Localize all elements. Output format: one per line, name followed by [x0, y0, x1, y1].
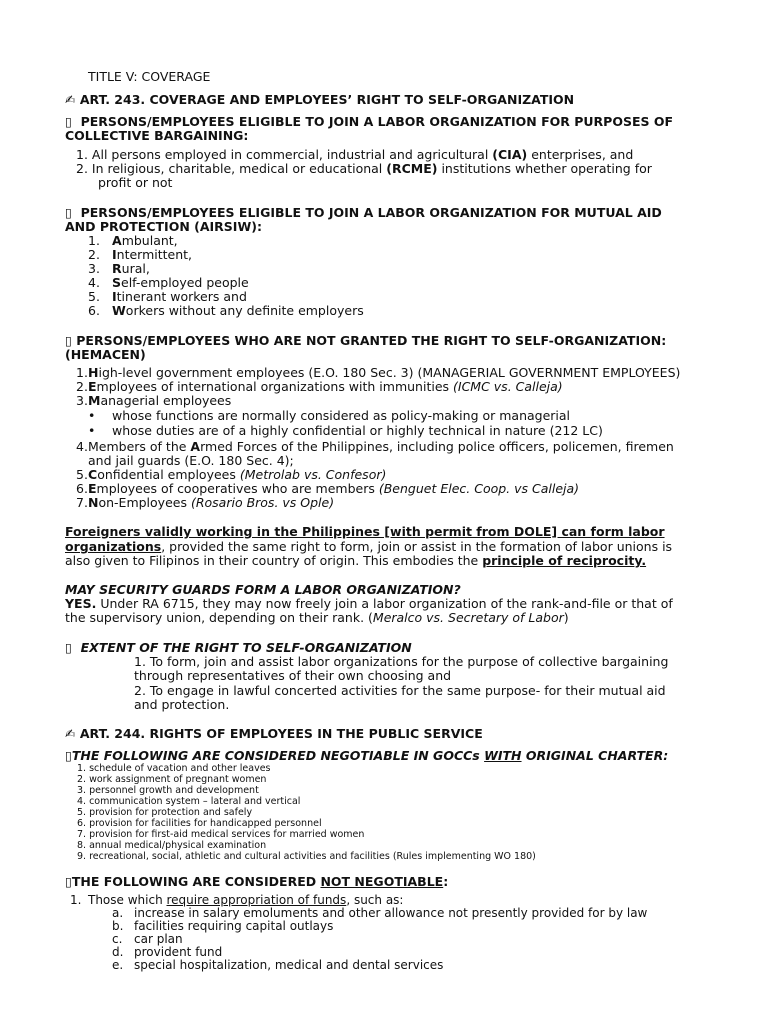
- negotiable-heading-text: THE FOLLOWING ARE CONSIDERED NEGOTIABLE IN GOCCs: [71, 748, 485, 763]
- foreigners-text: also given to Filipinos in their country of origin. This embodies the: [65, 553, 483, 568]
- list-item: [76, 468, 386, 482]
- sub-bullet-text: whose functions are normally considered as policy-making or managerial: [112, 408, 571, 423]
- list-item-text-pre: Members of the: [88, 439, 191, 454]
- not-negotiable-sub-item: [112, 958, 443, 972]
- sub-item-text: facilities requiring capital outlays: [134, 919, 334, 933]
- sg-answer-text: ): [563, 610, 569, 625]
- sub-letter: a.: [112, 906, 124, 920]
- acronym-letter: H: [88, 365, 99, 380]
- list-item: [76, 482, 579, 496]
- list-item: [88, 262, 150, 276]
- sub-letter: e.: [112, 958, 124, 972]
- negotiable-item: 1. schedule of vacation and other leaves: [77, 763, 271, 774]
- sg-answer-text: Under RA 6715, they may now freely join a labor organization of the rank-and-file or that of: [96, 596, 673, 611]
- sub-letter: b.: [112, 919, 124, 933]
- list-number: 3.: [88, 261, 100, 276]
- acronym-letter: A: [112, 233, 122, 248]
- list-item: [76, 366, 680, 380]
- negotiable-heading-text-post: ORIGINAL CHARTER:: [521, 748, 669, 763]
- sg-answer-text: the supervisory union, depending on their rank. (: [65, 610, 373, 625]
- foreigners-line-3: [65, 554, 646, 568]
- sub-letter: d.: [112, 945, 124, 959]
- negotiable-item: 7. provision for first-aid medical services for married women: [77, 829, 365, 840]
- bullet-icon: ▯: [65, 114, 72, 129]
- list-item-text: orkers without any definite employers: [125, 303, 364, 318]
- list-item-text: elf-employed people: [121, 275, 249, 290]
- foreigners-emphasis: organizations: [65, 539, 162, 554]
- not-negotiable-text-post: , such as:: [346, 893, 404, 907]
- case-citation: (Rosario Bros. vs Ople): [190, 495, 335, 510]
- sub-item-text: car plan: [134, 932, 183, 946]
- cb-heading-text-1: PERSONS/EMPLOYEES ELIGIBLE TO JOIN A LABOR ORGANIZATION FOR PURPOSES OF: [80, 114, 674, 129]
- not-negotiable-sub-item: [112, 906, 647, 920]
- extent-2b: and protection.: [134, 697, 230, 712]
- not-negotiable-heading-text-post: :: [443, 874, 449, 889]
- not-negotiable-emphasis: NOT NEGOTIABLE: [320, 874, 444, 889]
- sub-bullet-item: [88, 409, 570, 423]
- list-item: [76, 440, 674, 454]
- list-item: [88, 234, 178, 248]
- sg-answer-line-2: [65, 611, 569, 625]
- cb-item-text: All persons employed in commercial, industrial and agricultural: [91, 147, 493, 162]
- list-item-text: onfidential employees: [97, 467, 240, 482]
- art-243-heading: [65, 93, 574, 107]
- extent-2a: 2. To engage in lawful concerted activities for the same purpose- for their mutual aid: [134, 683, 666, 698]
- bullet-dot-icon: •: [88, 408, 96, 423]
- list-item-text: igh-level government employees (E.O. 180 Sec. 3) (MANAGERIAL GOVERNMENT EMPLOYEES): [98, 365, 681, 380]
- art-244-heading-text: ART. 244. RIGHTS OF EMPLOYEES IN THE PUBLIC SERVICE: [79, 726, 483, 741]
- bullet-icon: ▯: [65, 205, 72, 220]
- not-negotiable-heading: [65, 875, 448, 889]
- art-243-heading-text: ART. 243. COVERAGE AND EMPLOYEES’ RIGHT TO SELF-ORGANIZATION: [79, 92, 575, 107]
- list-item-text: ntermittent,: [116, 247, 193, 262]
- acronym-letter: I: [112, 289, 117, 304]
- not-negotiable-text: Those which: [88, 893, 167, 907]
- writing-hand-icon: ✍: [65, 726, 76, 741]
- negotiable-item: 8. annual medical/physical examination: [77, 840, 267, 851]
- list-number: 4.: [88, 275, 100, 290]
- list-number: 1.: [88, 233, 100, 248]
- not-negotiable-sub-item: [112, 932, 183, 946]
- bullet-icon: ▯: [65, 748, 72, 763]
- acronym-letter: C: [88, 467, 98, 482]
- not-negotiable-item-1: [70, 893, 403, 907]
- list-number: 2.: [88, 247, 100, 262]
- sub-bullet-item: [88, 424, 603, 438]
- foreigners-line-1: Foreigners validly working in the Philippines [with permit from DOLE] can form labor: [65, 524, 665, 539]
- bullet-icon: ▯: [65, 640, 72, 655]
- negotiable-item: 5. provision for protection and safely: [77, 807, 253, 818]
- case-citation: (Metrolab vs. Confesor): [239, 467, 387, 482]
- list-number: 6.: [88, 303, 100, 318]
- list-item-text: mployees of international organizations with immunities: [96, 379, 453, 394]
- negotiable-item: 2. work assignment of pregnant women: [77, 774, 267, 785]
- list-number: 4.: [76, 439, 88, 454]
- list-number: 2.: [76, 161, 88, 176]
- not-negotiable-sub-item: [112, 945, 222, 959]
- cb-item-text-post: institutions whether operating for: [437, 161, 652, 176]
- bullet-dot-icon: •: [88, 423, 96, 438]
- negotiable-heading: [65, 749, 668, 763]
- art-244-heading: [65, 727, 483, 741]
- ng-heading-text-1: PERSONS/EMPLOYEES WHO ARE NOT GRANTED THE RIGHT TO SELF-ORGANIZATION:: [76, 333, 667, 348]
- ng-heading-line-2: (HEMACEN): [65, 347, 146, 362]
- list-item-text: mbulant,: [121, 233, 178, 248]
- acronym-letter: E: [88, 379, 97, 394]
- list-item: [88, 276, 249, 290]
- list-item: [76, 380, 563, 394]
- writing-hand-icon: ✍: [65, 92, 76, 107]
- list-item-cont: and jail guards (E.O. 180 Sec. 4);: [88, 453, 294, 468]
- cb-item-text: In religious, charitable, medical or educational: [91, 161, 387, 176]
- not-negotiable-sub-item: [112, 919, 333, 933]
- list-item-text: anagerial employees: [100, 393, 232, 408]
- extent-1a: 1. To form, join and assist labor organizations for the purpose of collective bargaining: [134, 654, 669, 669]
- list-number: 1.: [76, 147, 88, 162]
- extent-heading-text: EXTENT OF THE RIGHT TO SELF-ORGANIZATION: [80, 640, 412, 655]
- cb-heading-line-2: COLLECTIVE BARGAINING:: [65, 128, 249, 143]
- acronym-letter: S: [112, 275, 122, 290]
- bullet-icon: ▯: [65, 874, 72, 889]
- list-number: 6.: [76, 481, 88, 496]
- list-number: 7.: [76, 495, 88, 510]
- foreigners-text: , provided the same right to form, join or assist in the formation of labor unions is: [161, 539, 673, 554]
- ng-heading-line-1: [65, 334, 666, 348]
- acronym-letter: N: [88, 495, 99, 510]
- sub-letter: c.: [112, 932, 123, 946]
- list-item: [88, 290, 247, 304]
- foreigners-line-2: [65, 540, 672, 554]
- cb-item-2: [76, 162, 704, 176]
- list-number: 5.: [88, 289, 100, 304]
- acronym-letter: E: [88, 481, 97, 496]
- list-number: 1.: [70, 893, 82, 907]
- cb-item-1: [76, 148, 633, 162]
- acronym-letter: A: [190, 439, 201, 454]
- page-title: TITLE V: COVERAGE: [88, 69, 211, 84]
- not-negotiable-heading-text: THE FOLLOWING ARE CONSIDERED: [71, 874, 321, 889]
- cb-heading-line-1: [65, 115, 673, 129]
- list-item: [88, 304, 364, 318]
- list-item-text: tinerant workers and: [116, 289, 247, 304]
- cb-item-bold: (RCME): [386, 161, 438, 176]
- cb-item-2-cont: profit or not: [98, 175, 173, 190]
- acronym-letter: W: [112, 303, 126, 318]
- list-number: 1.: [76, 365, 88, 380]
- acronym-letter: I: [112, 247, 117, 262]
- negotiable-heading-emphasis: WITH: [484, 748, 522, 763]
- case-citation: (ICMC vs. Calleja): [453, 379, 563, 394]
- ma-heading-line-2: AND PROTECTION (AIRSIW):: [65, 219, 262, 234]
- sub-item-text: special hospitalization, medical and dental services: [134, 958, 444, 972]
- sub-item-text: increase in salary emoluments and other allowance not presently provided for by law: [134, 906, 648, 920]
- ma-heading-line-1: [65, 206, 662, 220]
- negotiable-item: 9. recreational, social, athletic and cultural activities and facilities (Rules implementing WO 180): [77, 851, 536, 862]
- list-item: [76, 394, 231, 408]
- list-item-text: ural,: [121, 261, 150, 276]
- sg-question: MAY SECURITY GUARDS FORM A LABOR ORGANIZATION?: [65, 582, 461, 597]
- extent-heading: [65, 641, 412, 655]
- list-number: 2.: [76, 379, 88, 394]
- sg-yes: YES.: [65, 596, 97, 611]
- negotiable-item: 6. provision for facilities for handicapped personnel: [77, 818, 322, 829]
- acronym-letter: M: [88, 393, 101, 408]
- list-item: [76, 496, 334, 510]
- acronym-letter: R: [112, 261, 122, 276]
- sg-answer-line-1: [65, 597, 673, 611]
- negotiable-item: 4. communication system – lateral and vertical: [77, 796, 301, 807]
- not-negotiable-underlined: require appropriation of funds: [166, 893, 347, 907]
- cb-item-text-post: enterprises, and: [527, 147, 634, 162]
- reciprocity-emphasis: principle of reciprocity.: [482, 553, 647, 568]
- list-item-text: rmed Forces of the Philippines, including police officers, policemen, firemen: [200, 439, 674, 454]
- list-number: 3.: [76, 393, 88, 408]
- case-citation: Meralco vs. Secretary of Labor: [372, 610, 564, 625]
- list-item-text: mployees of cooperatives who are members: [96, 481, 379, 496]
- sub-item-text: provident fund: [134, 945, 223, 959]
- sub-bullet-text: whose duties are of a highly confidential or highly technical in nature (212 LC): [112, 423, 603, 438]
- bullet-icon: ▯: [65, 333, 72, 348]
- ma-heading-text-1: PERSONS/EMPLOYEES ELIGIBLE TO JOIN A LABOR ORGANIZATION FOR MUTUAL AID: [80, 205, 662, 220]
- list-item-text: on-Employees: [98, 495, 191, 510]
- case-citation: (Benguet Elec. Coop. vs Calleja): [378, 481, 580, 496]
- list-item: [88, 248, 192, 262]
- negotiable-item: 3. personnel growth and development: [77, 785, 259, 796]
- list-number: 5.: [76, 467, 88, 482]
- extent-1b: through representatives of their own choosing and: [134, 668, 452, 683]
- cb-item-bold: (CIA): [492, 147, 528, 162]
